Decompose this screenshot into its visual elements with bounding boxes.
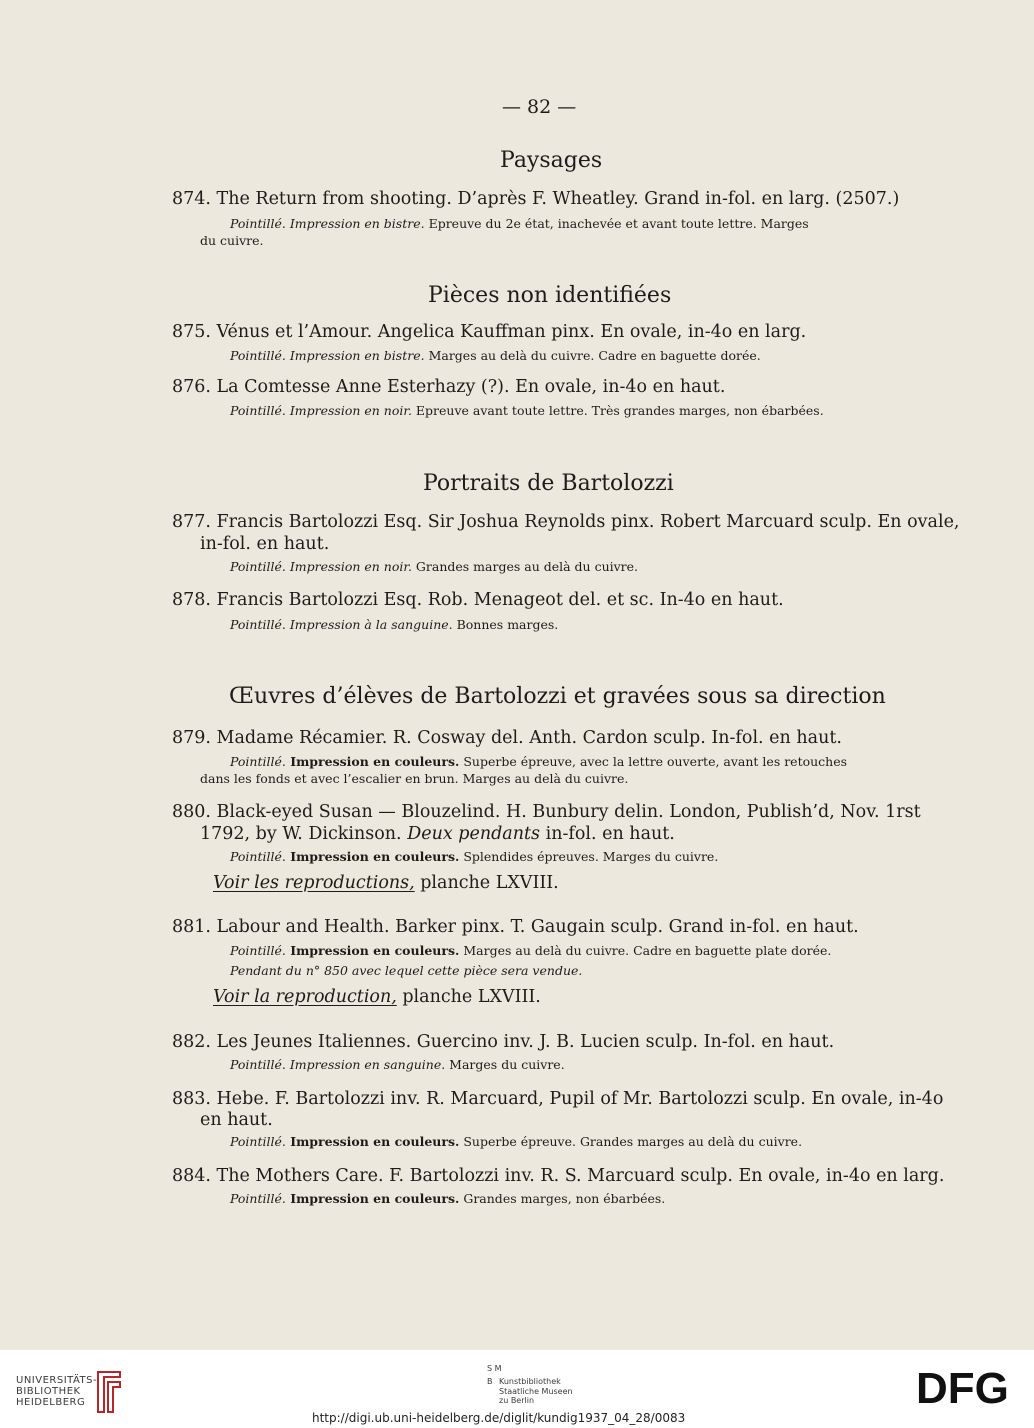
entry-874-note: Pointillé. Impression en bistre. Epreuve du 2e état, inachevée et avant toute lettre. Marges <box>230 216 809 231</box>
entry-884-note: Pointillé. Impression en couleurs. Grandes marges, non ébarbées. <box>230 1191 666 1206</box>
entry-880: 880. Black-eyed Susan — Blouzelind. H. Bunbury delin. London, Publish’d, Nov. 1rst <box>172 802 921 822</box>
entry-878: 878. Francis Bartolozzi Esq. Rob. Menageot del. et sc. In-4o en haut. <box>172 590 784 610</box>
section-heading-portraits: Portraits de Bartolozzi <box>423 471 674 496</box>
entry-874: 874. The Return from shooting. D’après F. Wheatley. Grand in-fol. en larg. (2507.) <box>172 189 900 209</box>
entry-880-reference: Voir les reproductions, planche LXVIII. <box>213 873 559 893</box>
smb-institution: Kunstbibliothek Staatliche Museen zu Berlin <box>499 1377 573 1405</box>
smb-code: S M <box>487 1364 502 1373</box>
entry-881: 881. Labour and Health. Barker pinx. T. Gaugain sculp. Grand in-fol. en haut. <box>172 917 859 937</box>
section-heading-oeuvres: Œuvres d’élèves de Bartolozzi et gravées sous sa direction <box>229 684 886 709</box>
entry-875-note: Pointillé. Impression en bistre. Marges au delà du cuivre. Cadre en baguette dorée. <box>230 348 761 363</box>
entry-877: 877. Francis Bartolozzi Esq. Sir Joshua Reynolds pinx. Robert Marcuard sculp. En ovale, <box>172 512 960 532</box>
entry-877-cont: in-fol. en haut. <box>200 534 330 554</box>
entry-883-cont: en haut. <box>200 1110 273 1130</box>
entry-879-note-cont: dans les fonds et avec l’escalier en brun. Marges au delà du cuivre. <box>200 771 629 786</box>
source-url[interactable]: http://digi.ub.uni-heidelberg.de/diglit/kundig1937_04_28/0083 <box>312 1411 686 1425</box>
entry-875: 875. Vénus et l’Amour. Angelica Kauffman pinx. En ovale, in-4o en larg. <box>172 322 807 342</box>
entry-879-note: Pointillé. Impression en couleurs. Superbe épreuve, avec la lettre ouverte, avant les retouches <box>230 754 848 769</box>
entry-882-note: Pointillé. Impression en sanguine. Marges du cuivre. <box>230 1057 565 1072</box>
entry-874-note-cont: du cuivre. <box>200 233 264 248</box>
entry-881-reference: Voir la reproduction, planche LXVIII. <box>213 987 541 1007</box>
entry-883-note: Pointillé. Impression en couleurs. Superbe épreuve. Grandes marges au delà du cuivre. <box>230 1134 803 1149</box>
entry-880-note: Pointillé. Impression en couleurs. Splendides épreuves. Marges du cuivre. <box>230 849 719 864</box>
dfg-logo: DFG <box>916 1364 1009 1413</box>
entry-881-pendant-note: Pendant du n° 850 avec lequel cette pièce sera vendue. <box>230 963 583 978</box>
entry-883: 883. Hebe. F. Bartolozzi inv. R. Marcuard, Pupil of Mr. Bartolozzi sculp. En ovale, in-4o <box>172 1089 944 1109</box>
entry-880-cont: 1792, by W. Dickinson. Deux pendants in-fol. en haut. <box>200 824 675 844</box>
entry-877-note: Pointillé. Impression en noir. Grandes marges au delà du cuivre. <box>230 559 639 574</box>
library-logo-icon <box>92 1368 126 1416</box>
page-number: — 82 — <box>502 96 577 118</box>
entry-881-note: Pointillé. Impression en couleurs. Marges au delà du cuivre. Cadre en baguette plate dorée. <box>230 943 832 958</box>
smb-code-b: B <box>487 1377 493 1386</box>
footer-bar <box>0 1350 1034 1428</box>
section-heading-paysages: Paysages <box>500 148 603 173</box>
entry-879: 879. Madame Récamier. R. Cosway del. Anth. Cardon sculp. In-fol. en haut. <box>172 728 842 748</box>
entry-884: 884. The Mothers Care. F. Bartolozzi inv. R. S. Marcuard sculp. En ovale, in-4o en larg. <box>172 1166 945 1186</box>
section-heading-pieces: Pièces non identifiées <box>428 283 672 308</box>
entry-882: 882. Les Jeunes Italiennes. Guercino inv. J. B. Lucien sculp. In-fol. en haut. <box>172 1032 835 1052</box>
entry-876: 876. La Comtesse Anne Esterhazy (?). En ovale, in-4o en haut. <box>172 377 726 397</box>
entry-878-note: Pointillé. Impression à la sanguine. Bonnes marges. <box>230 617 559 632</box>
entry-876-note: Pointillé. Impression en noir. Epreuve avant toute lettre. Très grandes marges, non ébarbées. <box>230 403 824 418</box>
library-name: UNIVERSITÄTS- BIBLIOTHEK HEIDELBERG <box>16 1375 98 1408</box>
